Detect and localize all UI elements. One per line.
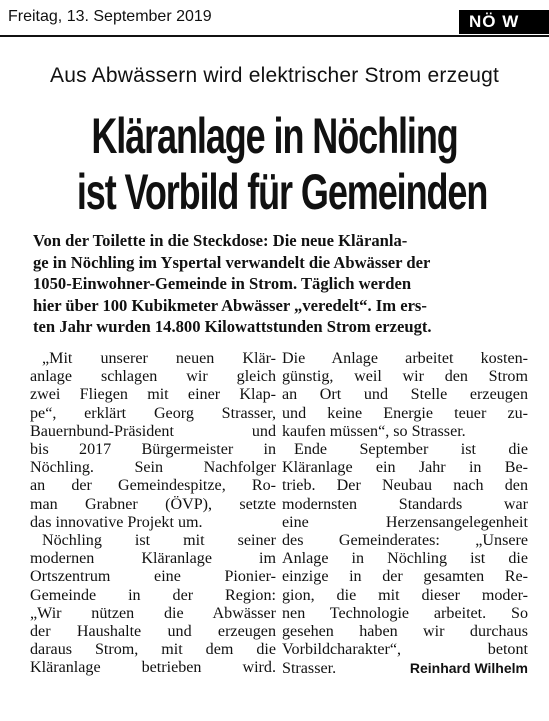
body-line: kaufen müssen“, so Strasser. [282,422,466,440]
lead-line: ten Jahr wurden 14.800 Kilowattstunden Strom erzeugt. [33,317,432,336]
issue-date: Freitag, 13. September 2019 [8,8,212,25]
author-byline: Reinhard Wilhelm [409,660,528,677]
byline-row [282,659,528,678]
body-line: „Wir nützen die Abwässer [30,604,276,622]
body-line: des Gemeinderates: „Unsere [282,532,528,550]
body-line: an der Gemeindespitze, Ro- [30,477,276,495]
body-line: nen Technologie arbeitet. So [282,604,528,622]
lead-line: ge in Nöchling im Yspertal verwandelt die Abwässer der [33,252,431,272]
body-line: bis 2017 Bürgermeister in [30,441,276,459]
body-line: Die Anlage arbeitet kosten- [282,350,528,367]
lead-line: Von der Toilette in die Steckdose: Die neue Kläranla- [33,231,408,250]
body-line: „Mit unserer neuen Klär- [42,350,276,367]
body-line: gesehen haben wir durchaus [282,623,528,641]
body-line: Nöchling ist mit seiner [42,532,276,550]
body-line: Kläranlage ein Jahr in Be- [282,459,528,477]
body-line: günstig, weil wir den Strom [282,368,528,386]
body-line: der Haushalte und erzeugen [30,623,276,641]
body-line: Ende September ist die [294,441,528,459]
body-line: pe“, erklärt Georg Strasser, [30,404,276,422]
lead-line: 1050-Einwohner-Gemeinde in Strom. Täglich werden [33,274,412,293]
header-divider [0,35,549,37]
body-line: und keine Energie teuer zu- [282,404,528,422]
headline-line-1: Kläranlage in Nöchling [91,108,458,164]
body-line: Kläranlage betrieben wird. [30,659,276,677]
body-line: modernen Kläranlage im [30,550,276,568]
body-line: anlage schlagen wir gleich [30,368,276,386]
article-lead [33,230,527,338]
body-line: Vorbildcharakter“, betont [282,641,528,659]
article-kicker: Aus Abwässern wird elektrischer Strom erzeugt [49,64,499,87]
body-line: Bauernbund-Präsident und [30,422,276,440]
body-line: einzige in der gesamten Re- [282,568,528,586]
body-line: an Ort und Stelle erzeugen [282,386,528,404]
body-line: zwei Fliegen mit einer Klap- [30,386,276,404]
lead-line: hier über 100 Kubikmeter Abwässer „veredelt“. Im ers- [33,295,427,315]
body-line: das innovative Projekt um. [30,513,203,531]
headline-line-2: ist Vorbild für Gemeinden [76,164,488,220]
body-line: Gemeinde in der Region: [30,586,276,604]
body-line: Ortszentrum eine Pionier- [30,568,276,586]
article-headline [0,108,549,220]
body-line: modernsten Standards war [282,495,528,513]
body-column-left [30,350,276,678]
body-line: daraus Strom, mit dem die [30,641,276,659]
body-line: man Grabner (ÖVP), setzte [30,495,276,513]
body-line: trieb. Der Neubau nach den [282,477,528,495]
body-line: eine Herzensangelegenheit [282,513,528,531]
body-line: gion, die mit dieser moder- [282,586,528,604]
body-line: Strasser. [282,660,337,678]
body-line: Anlage in Nöchling ist die [282,550,528,568]
body-column-right [282,350,528,679]
section-label: NÖ W [459,10,549,34]
body-line: Nöchling. Sein Nachfolger [30,459,276,477]
